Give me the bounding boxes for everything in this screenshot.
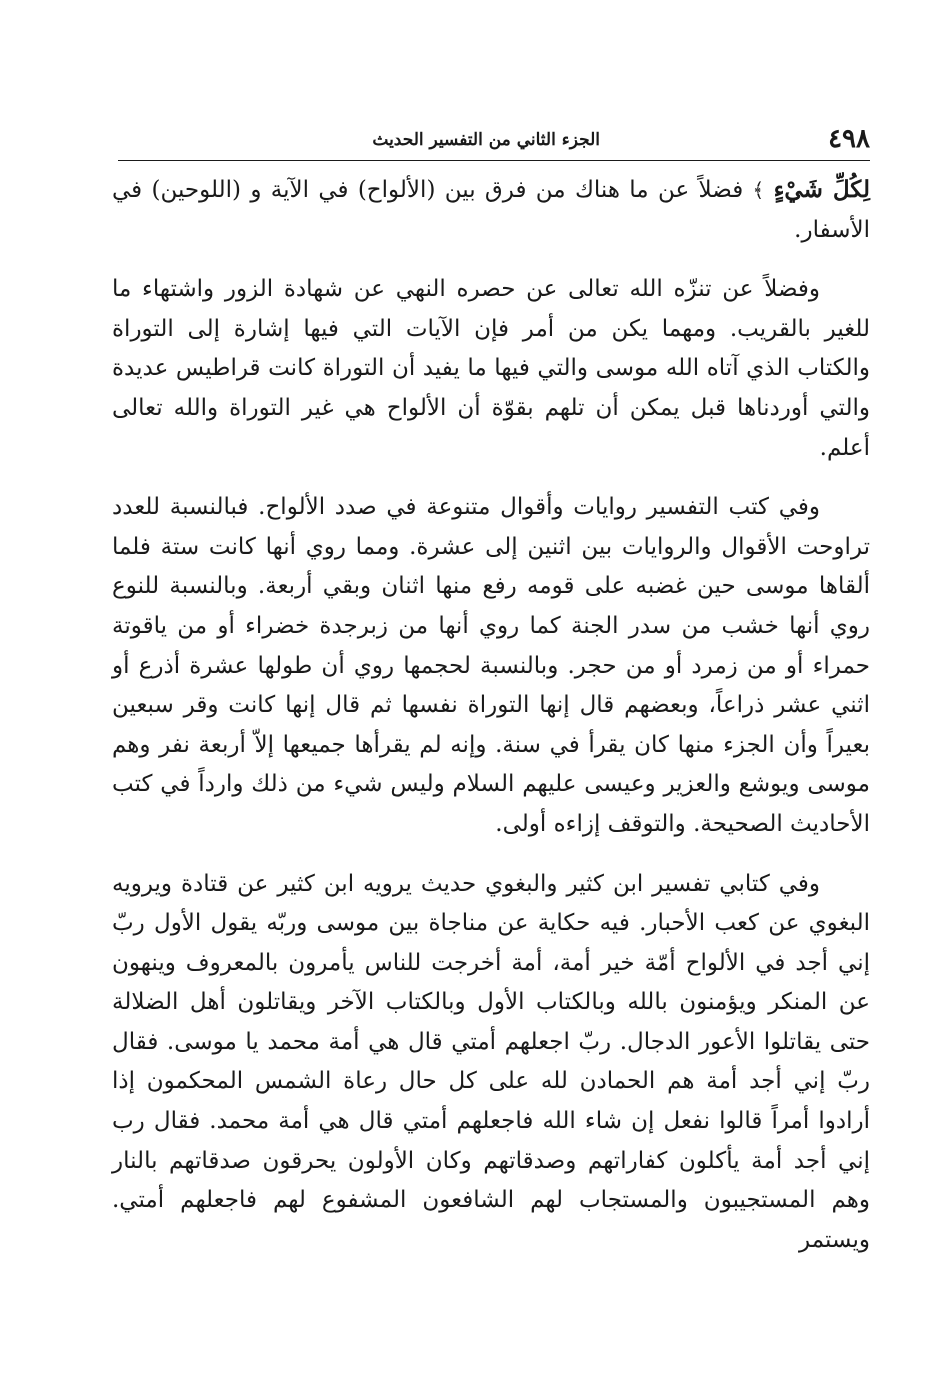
paragraph-3 [112, 488, 870, 844]
paragraph-text: وفي كتابي تفسير ابن كثير والبغوي حديث يرويه ابن كثير عن قتادة ويرويه البغوي عن كعب الأحبار. فيه حكاية عن مناجاة بين موسى وربّه يقول الأول ربّ إني أجد في الألواح أمّة خير أمة، أمة أخرجت للناس يأمرون بالمعروف وينهون عن المنكر ويؤمنون بالله وبالكتاب الأول وبالكتاب الآخر ويقاتلون أهل الضلالة حتى يقاتلوا الأعور الدجال. ربّ اجعلهم أمتي قال هي أمة محمد يا موسى. فقال ربّ إني أجد أمة هم الحمادن لله على كل حال رعاة الشمس المحكمون إذا أرادوا أمراً قالوا نفعل إن شاء الله فاجعلهم أمتي قال هي أمة محمد. فقال رب إني أجد أمة يأكلون كفاراتهم وصدقاتهم وكان الأولون يحرقون صدقاتهم بالنار وهم المستجيبون والمستجاب لهم الشافعون المشفوع لهم فاجعلهم أمتي. ويستمر [112, 870, 870, 1253]
quran-closing-bracket: ﴾ [752, 178, 765, 202]
paragraph-2 [112, 270, 870, 468]
header-divider [118, 160, 870, 161]
paragraph-text: وفضلاً عن تنزّه الله تعالى عن حصره النهي عن شهادة الزور واشتهاء ما للغير بالقريب. ومهما يكن من أمر فإن الآيات التي فيها إشارة إلى التوراة والكتاب الذي آتاه الله موسى والتي فيها ما يفيد أن التوراة كانت قراطيس عديدة والتي أوردناها قبل يمكن أن تلهم بقوّة أن الألواح هي غير التوراة والله تعالى أعلم. [112, 276, 870, 461]
running-header-title: الجزء الثاني من التفسير الحديث [372, 130, 600, 150]
running-header [118, 122, 870, 156]
quran-fragment: لِكُلِّ شَيْءٍ [773, 176, 871, 203]
page-number: ٤٩٨ [828, 124, 870, 154]
paragraph-4 [112, 865, 870, 1261]
paragraph-text: فضلاً عن ما هناك من فرق بين (الألواح) في الآية و (اللوحين) في الأسفار. [112, 177, 870, 243]
paragraph-text: وفي كتب التفسير روايات وأقوال متنوعة في صدد الألواح. فبالنسبة للعدد تراوحت الأقوال والروايات بين اثنين إلى عشرة. ومما روي أنها كانت ستة فلما ألقاها موسى حين غضبه على قومه رفع منها اثنان وبقي أربعة. وبالنسبة للنوع روي أنها خشب من سدر الجنة كما روي أنها من زبرجدة خضراء أو من ياقوتة حمراء أو من زمرد أو من حجر. وبالنسبة لحجمها روي أن طولها عشرة أذرع أو اثني عشر ذراعاً، وبعضهم قال إنها التوراة نفسها ثم قال إنها كانت وقر سبعين بعيراً وأن الجزء منها كان يقرأ في سنة. وإنه لم يقرأها جميعها إلاّ أربعة نفر وهم موسى ويوشع والعزير وعيسى عليهم السلام وليس شيء من ذلك وارداً في كتب الأحاديث الصحيحة. والتوقف إزاءه أولى. [112, 494, 870, 837]
body-text [112, 170, 870, 1280]
paragraph-1 [112, 170, 870, 250]
